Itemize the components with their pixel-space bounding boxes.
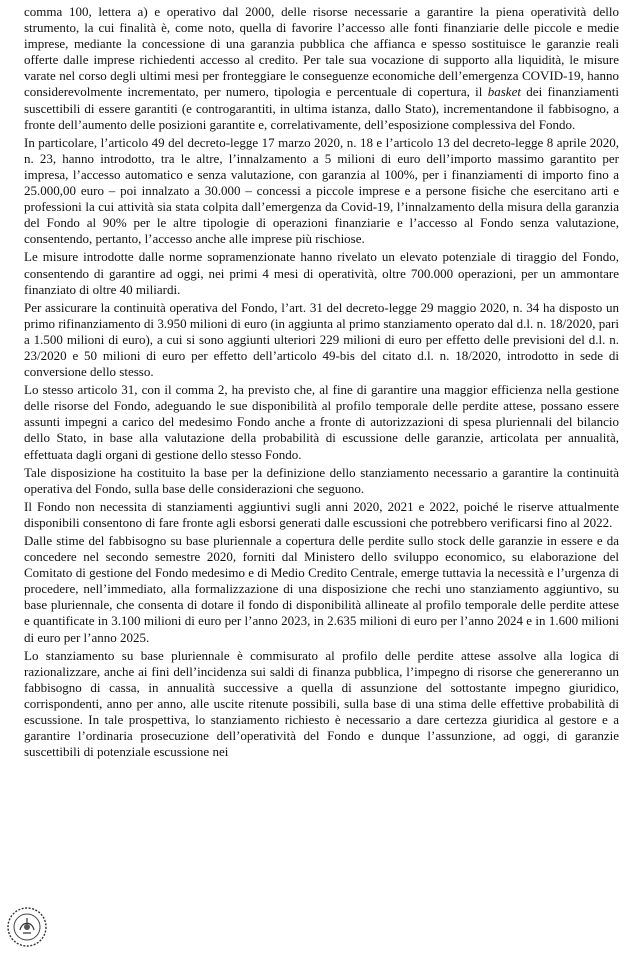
paragraph-1: comma 100, lettera a) e operativo dal 2000, delle risorse necessarie a garantire la piena operatività dello strumento, la cui finalità è, come noto, quella di favorire l’accesso alle fonti finanziarie delle piccole e medie imprese, mediante la concessione di una garanzia pubblica che affianca e spesso sostituisce le garanzie reali offerte dalle imprese richiedenti accesso al credito. Per tale sua vocazione di supporto alla liquidità, le misure varate nel corso degli ultimi mesi per fronteggiare le conseguenze economiche dell’emergenza COVID-19, hanno considerevolmente incrementato, per numero, tipologia e percentuale di copertura, il basket dei finanziamenti suscettibili di essere garantiti (e controgarantiti, in ultima istanza, dallo Stato), incrementandone il fabbisogno, a fronte dell’aumento delle posizioni garantite e, correlativamente, dell’esposizione complessiva del Fondo. [24, 4, 619, 132]
document-page [24, 4, 619, 762]
paragraph-6: Tale disposizione ha costituito la base per la definizione dello stanziamento necessario a garantire la continuità operativa del Fondo, sulla base delle considerazioni che seguono. [24, 464, 619, 496]
paragraph-8: Dalle stime del fabbisogno su base pluriennale a copertura delle perdite sullo stock delle garanzie in essere e da concedere nel secondo semestre 2020, forniti dal Ministero dello sviluppo economico, su elaborazione del Comitato di gestione del Fondo medesimo e di Medio Credito Centrale, emerge tuttavia la necessità e l’urgenza di procedere, nell’immediato, alla formalizzazione di una disposizione che rechi uno stanziamento aggiuntivo, su base pluriennale, che consenta di dotare il fondo di disponibilità allineate al profilo temporale delle perdite attese e quantificate in 3.100 milioni di euro per l’anno 2023, in 2.635 milioni di euro per l’anno 2024 e in 1.600 milioni di euro per l’anno 2025. [24, 533, 619, 645]
paragraph-4: Per assicurare la continuità operativa del Fondo, l’art. 31 del decreto-legge 29 maggio 2020, n. 34 ha disposto un primo rifinanziamento di 3.950 milioni di euro (in aggiunta al primo stanziamento operato dal d.l. n. 18/2020, pari a 1.500 milioni di euro), a cui si sono aggiunti ulteriori 229 milioni di euro per effetto delle previsioni del d.l. n. 23/2020 e 50 milioni di euro per effetto dell’articolo 49-bis del citato d.l. n. 18/2020, introdotto in sede di conversione dello stesso. [24, 299, 619, 380]
paragraph-3: Le misure introdotte dalle norme sopramenzionate hanno rivelato un elevato potenziale di tiraggio del Fondo, consentendo di garantire ad oggi, nei primi 4 mesi di operatività, oltre 700.000 operazioni, per un ammontare finanziato di oltre 40 miliardi. [24, 249, 619, 297]
official-seal-stamp [6, 906, 48, 948]
paragraph-5: Lo stesso articolo 31, con il comma 2, ha previsto che, al fine di garantire una maggior efficienza nella gestione delle risorse del Fondo, adeguando le sue disponibilità al profilo temporale delle perdite attese, possano essere assunti impegni a carico del medesimo Fondo anche a fronte di autorizzazioni di spesa pluriennali del bilancio dello Stato, in base alla valutazione della probabilità di escussione delle garanzie, articolata per annualità, effettuata dagli organi di gestione dello stesso Fondo. [24, 382, 619, 462]
italic-term: basket [487, 84, 521, 100]
paragraph-7: Il Fondo non necessita di stanziamenti aggiuntivi sugli anni 2020, 2021 e 2022, poiché le riserve attualmente disponibili consentono di fare fronte agli esborsi generati dalle escussioni che potrebbero verificarsi fino al 2022. [24, 498, 619, 530]
paragraph-2: In particolare, l’articolo 49 del decreto-legge 17 marzo 2020, n. 18 e l’articolo 13 del decreto-legge 8 aprile 2020, n. 23, hanno introdotto, tra le altre, l’innalzamento a 5 milioni di euro dell’importo massimo garantito per impresa, l’accesso automatico e senza valutazione, con garanzia al 100%, per i finanziamenti di importo fino a 25.000,00 euro – poi innalzato a 30.000 – concessi a piccole imprese e a persone fisiche che esercitano arti e professioni la cui attività sia stata colpita dall’emergenza da Covid-19, l’innalzamento della misura della garanzia del Fondo al 90% per le altre tipologie di operazioni finanziarie e l’accesso al Fondo senza valutazione, consentendo, pertanto, l’accesso anche alle imprese più rischiose. [24, 134, 619, 247]
paragraph-9: Lo stanziamento su base pluriennale è commisurato al profilo delle perdite attese assolve alla logica di razionalizzare, anche ai fini dell’incidenza sui saldi di finanza pubblica, l’impegno di risorse che genereranno un fabbisogno di cassa, in annualità successive a quella di assunzione del sottostante impegno giuridico, corrispondenti, anno per anno, alle uscite ritenute possibili, sulla base di una stima delle effettive probabilità di escussione. In tale prospettiva, lo stanziamento richiesto è necessario a dare certezza giuridica al gestore e a garantire l’ordinaria prosecuzione dell’operatività del Fondo e dunque l’assunzione, ad oggi, di garanzie suscettibili di potenziale escussione nei [24, 647, 619, 760]
